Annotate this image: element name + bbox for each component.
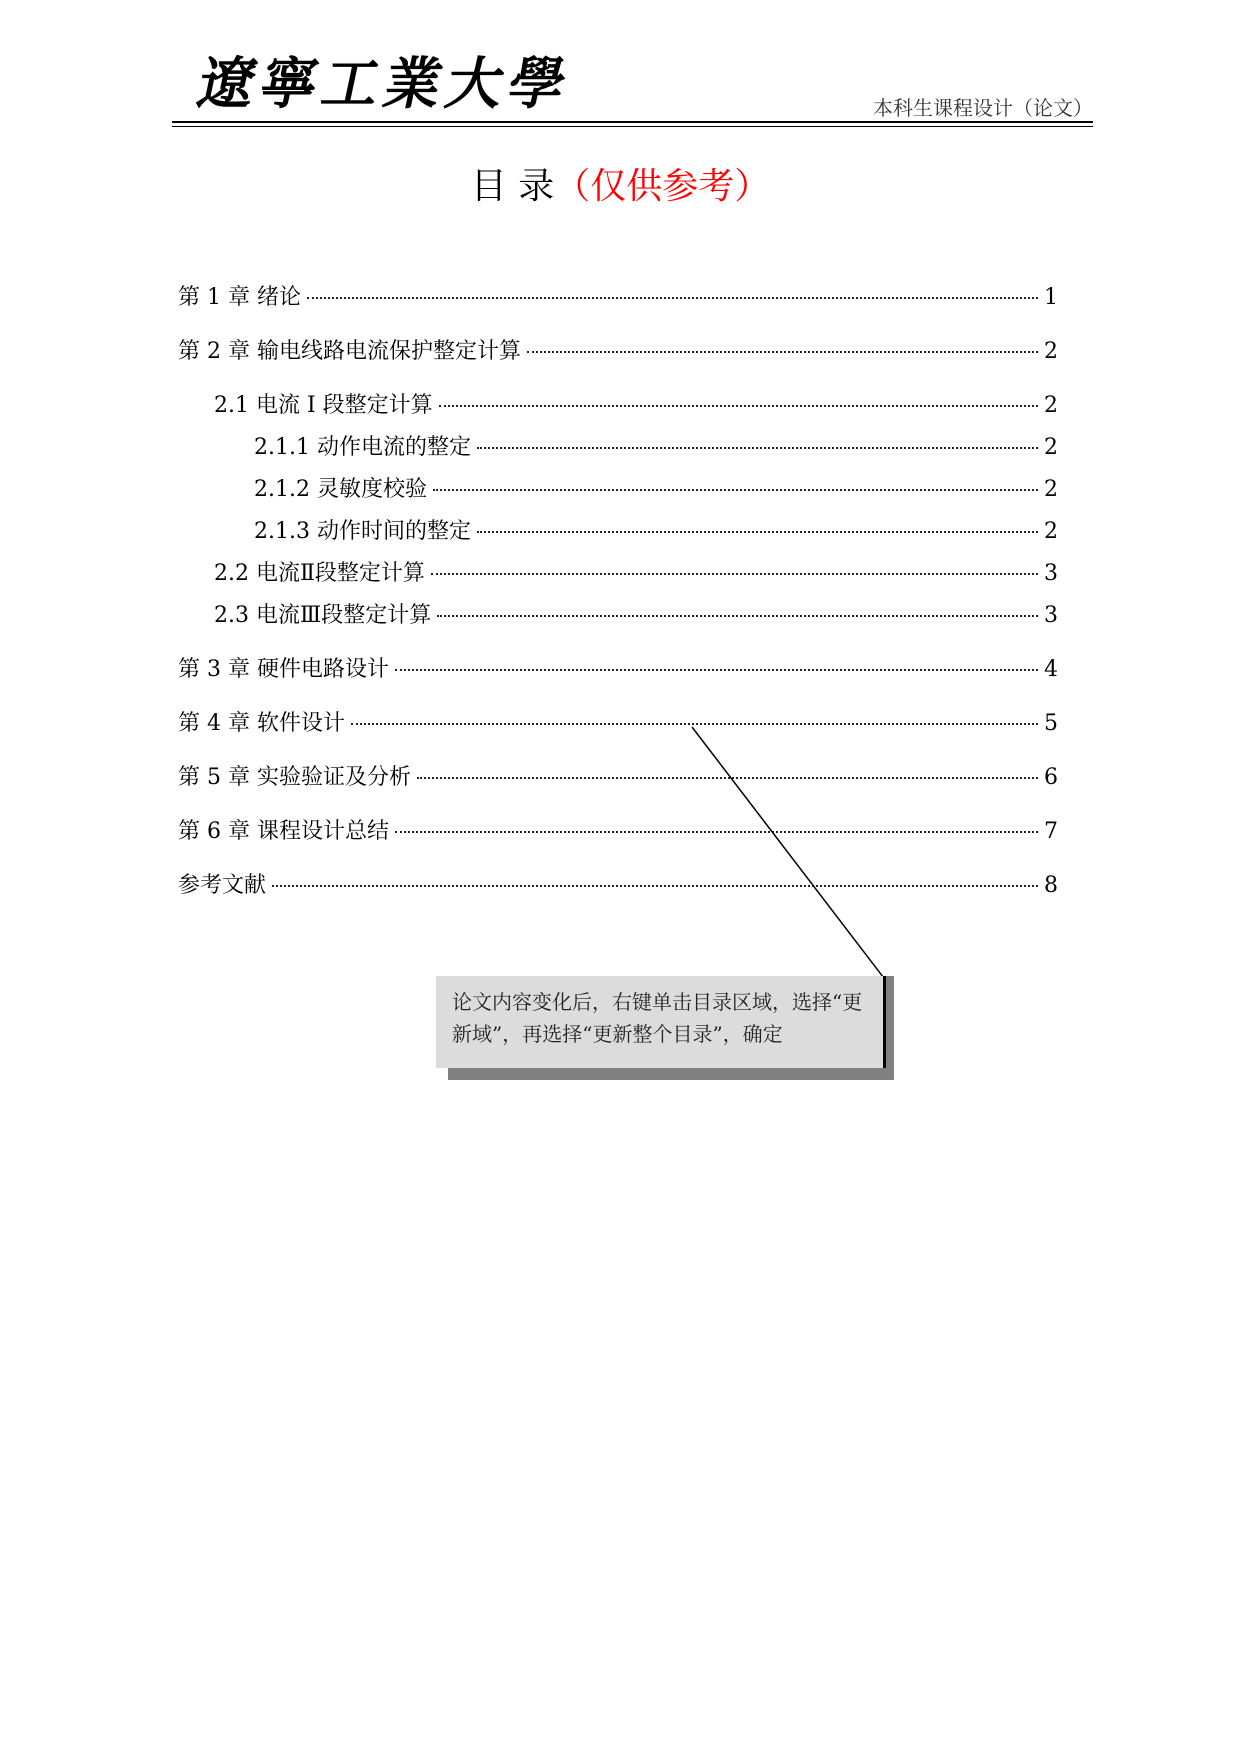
toc-entry-references[interactable] <box>178 868 1058 900</box>
toc-entry-page: 7 <box>1044 819 1058 844</box>
toc-entry-label: 第 1 章 绪论 <box>178 285 301 310</box>
toc-entry-page: 2 <box>1044 519 1058 544</box>
toc-entry-page: 5 <box>1044 711 1058 736</box>
toc-entry-page: 2 <box>1044 435 1058 460</box>
toc-entry-label: 2.1.2 灵敏度校验 <box>254 477 427 502</box>
title-note: （仅供参考） <box>554 166 771 207</box>
callout-text: 论文内容变化后，右键单击目录区域，选择“更新域”，再选择“更新整个目录”，确定 <box>452 990 863 1046</box>
toc-entry-ch6[interactable] <box>178 814 1058 846</box>
toc-entry-label: 第 6 章 课程设计总结 <box>178 819 389 844</box>
toc-leader <box>395 669 1038 671</box>
toc-entry-label: 2.1.3 动作时间的整定 <box>254 519 471 544</box>
toc-leader <box>433 489 1038 491</box>
toc-entry-page: 2 <box>1044 393 1058 418</box>
toc-entry-ch4[interactable] <box>178 706 1058 738</box>
toc-leader <box>439 405 1038 407</box>
toc-leader <box>477 447 1038 449</box>
toc-entry-page: 6 <box>1044 765 1058 790</box>
toc-entry-label: 第 3 章 硬件电路设计 <box>178 657 389 682</box>
toc-leader <box>351 723 1038 725</box>
toc-entry-label: 参考文献 <box>178 873 267 898</box>
toc-entry-page: 4 <box>1044 657 1058 682</box>
toc-leader <box>307 297 1038 299</box>
toc-entry-ch3[interactable] <box>178 652 1058 684</box>
toc-entry-label: 第 4 章 软件设计 <box>178 711 345 736</box>
title-main: 目 录 <box>470 166 555 207</box>
toc-entry-label: 2.1.1 动作电流的整定 <box>254 435 471 460</box>
toc-entry-2-1-2[interactable] <box>254 472 1058 504</box>
toc-entry-page: 2 <box>1044 339 1058 364</box>
header-doc-type: 本科生课程设计（论文） <box>873 96 1093 120</box>
toc-entry-label: 2.2 电流Ⅱ段整定计算 <box>214 561 425 586</box>
toc-entry-label: 第 5 章 实验验证及分析 <box>178 765 411 790</box>
toc-entry-2-1[interactable] <box>214 388 1058 420</box>
toc-entry-page: 1 <box>1044 285 1058 310</box>
header-rule-thin <box>172 126 1093 127</box>
toc-entry-page: 3 <box>1044 561 1058 586</box>
toc-leader <box>437 615 1038 617</box>
toc-entry-2-2[interactable] <box>214 556 1058 588</box>
comment-callout[interactable] <box>436 976 886 1068</box>
toc-entry-2-3[interactable] <box>214 598 1058 630</box>
toc-leader <box>477 531 1038 533</box>
toc-entry-ch5[interactable] <box>178 760 1058 792</box>
page-title <box>0 158 1241 209</box>
toc-entry-2-1-3[interactable] <box>254 514 1058 546</box>
toc-leader <box>431 573 1038 575</box>
toc-entry-ch1[interactable] <box>178 280 1058 312</box>
header-rule-thick <box>172 121 1093 123</box>
toc-entry-label: 2.3 电流Ⅲ段整定计算 <box>214 603 432 628</box>
toc-entry-page: 8 <box>1044 873 1058 898</box>
toc-leader <box>417 777 1038 779</box>
toc-entry-page: 2 <box>1044 477 1058 502</box>
toc-entry-ch2[interactable] <box>178 334 1058 366</box>
toc-entry-2-1-1[interactable] <box>254 430 1058 462</box>
toc-entry-label: 2.1 电流 I 段整定计算 <box>214 393 433 418</box>
toc-leader <box>527 351 1038 353</box>
toc-leader <box>272 885 1038 887</box>
university-logo: 遼寧工業大學 <box>192 51 579 117</box>
toc-entry-label: 第 2 章 输电线路电流保护整定计算 <box>178 339 521 364</box>
toc-entry-page: 3 <box>1044 603 1058 628</box>
toc-leader <box>395 831 1038 833</box>
